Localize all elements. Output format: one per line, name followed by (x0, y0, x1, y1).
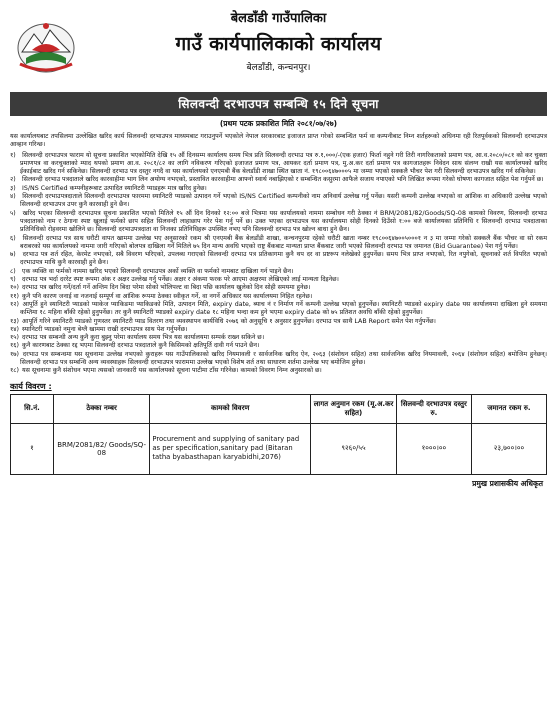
cell-fee: १०००।०० (396, 423, 471, 474)
condition-text: आपूर्ति हुने स्यानिटरी प्याडको प्याकेज प्याकिङमा प्याकिङको मिति, उत्पादन मिति, expiry date, ब्याच नं र निर्माण गर्ने कम्पनी उल्लेख भएको हुनुपर्नेछ। स्यानिटरी प्याडको expiry date यस कार्यालयमा दाखिला हुने समयमा कम्तिमा १८ महिना बाँकी रहेको हुनुपर्नेछ। तर कुनै स्यानिटरी प्याडको expiry date १८ महिना भन्दा कम हुने भएमा expiry date को ७५ प्रतिशत अवधि बाँकी रहेको हुनुपर्नेछ। (20, 300, 547, 317)
condition-text: सिलवन्दी दरभाउपत्रदाताले सिलवन्दी दरभाउपत्र फारममा स्यानिटरी प्याडको उत्पादन गर्ने भएको IS/NS Certified कम्पनीको नाम अनिवार्य उल्लेख गर्नु पर्नेछ। यसरी कम्पनी उल्लेख नभएको वा आंशिक वा अधिकारी उल्लेख भएको सिलवन्दी दरभाउपत्र उपर कुनै कारवाही हुने छैन। (20, 193, 547, 209)
cell-contract-no: BRM/2081/82/ Goods/SQ-08 (53, 423, 149, 474)
condition-number: १४) (10, 325, 20, 333)
condition-number: ७) (10, 251, 16, 259)
condition-number: १) (10, 151, 16, 159)
cell-guarantee: २३,७००।०० (471, 423, 546, 474)
condition-number: ११) (10, 292, 20, 300)
condition-text: कुनै कारणबाट ठेक्का रद्द भएमा सिलवन्दी दरभाउ पत्रदाताले कुनै किसिमको क्षतिपूर्ति दावी गर्न पाउने छैन। (22, 342, 260, 350)
condition-number: ५) (10, 209, 16, 217)
condition-text: कुनै पनि कारण जनाई वा नजनाई सम्पूर्ण वा आंशिक रूपमा ठेक्का स्वीकृत गर्ने, वा नगर्ने अधिकार यस कार्यालयमा निहित रहनेछ। (22, 292, 313, 300)
office-address: बेलडाँडी, कन्चनपुर। (246, 63, 311, 73)
header-description: कामको विवरण (150, 394, 311, 423)
cell-sn: १ (11, 423, 54, 474)
condition-text: दरभाउ पत्र शर्त रहित, केरमेट नभएको, सबै विवरण भरिएको, उपलब्ध गराएको सिलवन्दी दरभाउ पत्र प्रतिकागमा कुनै थप दर वा प्रष्टरूप नलेखेको हुनुपर्नेछ। समय भित्र प्राप्त नभएको, रित नपुगेको, सूचनाको शर्त विपरित भएको दरभाउपत्र माथि कुनै कारवाही हुने छैन। (20, 251, 547, 267)
condition-text: दरभाउ पत्र सम्बन्धमा यस सूचनामा उल्लेख नभएको कुराहरू यस गाउँपालिकाको खरिद नियमावली र सार्वजनिक खरिद ऐन, २०६३ (संशोधन सहित) तथा सार्वजनिक खरिद नियमावली, २०६४ (संशोधन सहित) बमोजिम हुनेछन्। सिलवन्दी दरभाउ पत्र सम्बन्धि अन्य व्यवस्थाहरू सिलवन्दी दरभाउपत्र फाराममा उल्लेख भएको विशेष शर्त तथा साधारण शर्तमा उल्लेख भए बमोजिम हुनेछ। (20, 350, 547, 367)
condition-item (10, 351, 547, 368)
condition-number: २) (10, 176, 16, 184)
condition-text: दरभाउ पत्र भर्दा दररेट स्पष्ट रूपमा अंक र अक्षर उल्लेख गर्नु पर्नेछ। अक्षर र अंकमा फरक परे आएमा अक्षरमा लेखिएको लाई मान्यता दिइनेछ। (22, 276, 339, 284)
signoff: प्रमुख प्रशासकीय अधिकृत (472, 478, 543, 488)
condition-text: आपूर्ति गरिने स्यानिटरी प्याडको गुणस्तर स्यानिटरी प्याड वितरण तथा व्यवस्थापन कार्यविधि २०७६ को अनुसूचि १ अनुसार हुनुपर्नेछ। दरभाउ पत्र साथै LAB Report समेत पेश गर्नुपर्नेछ। (22, 317, 436, 325)
condition-item (10, 210, 547, 235)
condition-number: ४) (10, 193, 16, 201)
condition-item (10, 176, 547, 184)
condition-item (10, 235, 547, 252)
condition-item (10, 185, 547, 193)
condition-item (10, 318, 547, 326)
condition-item (10, 193, 547, 210)
condition-number: १०) (10, 284, 20, 292)
condition-text: दरभाउ पत्र खरिद गर्ने/दर्ता गर्ने अन्तिम दिन बिदा परेमा सोको भोलिपल्ट वा बिदा पछि कार्यालय खुलेको दिन सोही समयमा हुनेछ। (22, 284, 311, 292)
works-header-row (11, 394, 547, 423)
works-table (10, 394, 547, 475)
condition-number: ६) (10, 234, 16, 242)
condition-number: ३) (10, 184, 16, 192)
condition-item (10, 293, 547, 301)
condition-number: १५) (10, 334, 20, 342)
condition-text: खरिद भएका सिलवन्दी दरभाउपत्र सूचना प्रकाशित भएको मितिले १५ औं दिन दिनको १२:०० बजे भित्रमा यस कार्यालयको नाममा सम्बोधन गरी ठेक्का नं BRM/2081/82/Goods/SQ-08 कामको विवरण, सिलवन्दी दरभाउ पत्रदाताको नाम र ठेगाना स्पष्ट खुलाई फर्मको छाप सहित सिलवन्दी लाहाछाप गरेर पेश गर्नु पर्ने छ। उक्त भएका दरभाउपत्र यस कार्यालयमा सोही दिनको दिउँसो १:०० बजे कार्यालयका प्रतिनिधि र सिलवन्दी दरभाउ पत्रदाताका प्रतिनिधिको रोहवरमा खोलिने छ। सिलवन्दी दरभाउपत्रदाता वा निजका प्रतिनिधिहरू उपस्थित नभए पनि सिलवन्दी दरभाउ पत्र खोल्न बाधा हुने छैन। (20, 209, 547, 234)
table-row (11, 423, 547, 474)
cell-cost-estimate: ९२६०/५५ (311, 423, 397, 474)
condition-item (10, 301, 547, 318)
condition-text: एक व्यक्ति वा फर्मको नाममा खरिद भएको सिलवन्दी दरभाउपत्र अर्को व्यक्ति वा फर्मको नामबाट दाखिला गर्न पाइने छैन। (22, 267, 294, 275)
publication-date: (प्रथम पटक प्रकाशित मिति २०८१/०७/२७) (219, 119, 338, 128)
condition-item (10, 251, 547, 268)
condition-item (10, 152, 547, 177)
letterhead (10, 8, 547, 90)
condition-item (10, 326, 547, 334)
header-guarantee: जमानत रकम रु. (471, 394, 546, 423)
condition-text: दरभाउ पत्र सम्बन्धी अन्य कुनै कुरा बुझ्नु परेमा कार्यालय समय भित्र यस कार्यालयमा सम्पर्क राख्न सकिने छ। (22, 334, 265, 342)
condition-number: १३) (10, 317, 20, 325)
notice-title: सिलवन्दी दरभाउपत्र सम्बन्धि १५ दिने सूचना (10, 92, 547, 116)
condition-number: ८) (10, 267, 16, 275)
condition-number: ९) (10, 276, 16, 284)
condition-item (10, 268, 547, 276)
office-name: गाउँ कार्यपालिकाको कार्यालय (175, 33, 382, 55)
condition-item (10, 367, 547, 375)
condition-number: १६) (10, 342, 20, 350)
condition-text: सिलवन्दी दरभाउपत्र फाराम यो सूचना प्रकाशित भएकोमिति देखि १५ औं दिनसम्म कार्यालय समय भित्र प्रति सिलवन्दी दरभाउ पत्र रु.१,०००/-(एक हजार) फिर्ता नहुने गरी तिरी नागरिकताको प्रमाण पत्र, आ.व.२०८०/०८१ को कर चुक्ता प्रमाणपत्र वा करचुक्ताको म्याद थपको प्रमाण आ.व. २०८१/८२ का लागि नविकरण गरिएको इजाजत प्रमाण पत्र, आयकर दर्ता प्रमाण पत्र, मु.अ.कर दर्ता प्रमाण पत्र कागजातहरू निवेदन साथ संलग्न राखी यस कार्यालयको खरिद ईकाईबाट खरिद गर्न सकिनेछ। सिलवन्दी दरभाउ पत्र दस्तुर नगदै वा यस कार्यालयको एनएमबी बैंक बेलडाँडी शाखा स्थित खाता नं. १९८००६४७०००५ मा जम्मा भएको सक्कलै भौचर पेश गरी सिलवन्दी दरभाउपत्र खरिद गर्न सकिनेछ। (20, 151, 547, 176)
header-sn: सि.नं. (11, 394, 54, 423)
nepal-emblem-icon (14, 18, 78, 76)
cell-description: Procurement and supplying of sanitary pad as per specification,sanitary pad (Bitaran tatha byabasthapan karyabidhi,2076) (150, 423, 311, 474)
condition-text: सिलवन्दी दरभाउ पत्रदाताले खरिद कारवाहीमा भाग लिन अयोग्य नभएको, प्रस्तावित कारवाहीमा आफ्नो स्वार्थ नबाझिएको र सम्बन्धित कसुरमा आफैले सजाय नपाएको भनि लिखित रूपमा गरेको घोषणा कागजात सहित पेश गर्नुपर्ने छ। (22, 176, 544, 184)
condition-text: स्यानिटरी प्याडको नमुना बेग्लै खाममा राखी दरभाउपत्र साथ पेश गर्नुपर्नेछ। (22, 325, 188, 333)
works-title: कार्य विवरण : (10, 381, 52, 391)
header-fee: सिलवन्दी दरभाउपत्र दस्तुर रु. (396, 394, 471, 423)
intro-paragraph: यस कार्यालयबाट तपसिलमा उल्लेखित खरिद कार्य सिलवन्दी दरभाउपत्र माध्यमबाट गराउनुपर्ने भएकोले नेपाल सरकारबाट इजाजत प्राप्त गरेको सम्बन्धित फर्म वा कम्पनीबाट निम्न शर्तहरूको अधिनमा रही रितपूर्वकको सिलवन्दी दरभाउपत्र आव्हान गरिन्छ। (10, 133, 547, 149)
condition-text: IS/NS Certified कम्पनीहरूबाट उत्पादित स्यानिटरी प्याडहरू मात्र खरिद हुनेछ। (22, 184, 207, 192)
condition-number: १७) (10, 350, 20, 358)
header-contract-no: ठेक्का नम्बर (53, 394, 149, 423)
condition-item (10, 342, 547, 350)
condition-number: १८) (10, 367, 20, 375)
header-cost-estimate: लागत अनुमान रकम (मू.अ.कर सहित) (311, 394, 397, 423)
conditions-list (10, 152, 547, 376)
condition-text: यस सूचनामा कुनै संशोधन भएमा त्यसको जानकारी यस कार्यालयको सूचना पाटीमा टाँस गरिनेछ। कामको विवरण निम्न अनुसारको छ। (22, 367, 322, 375)
condition-number: १२) (10, 300, 20, 308)
condition-text: सिलवन्दी दरभाउ पत्र साथ धरौटी वापत खाममा उल्लेख भए अनुसारको रकम श्री एनएमबी बैंक बेलडाँडी शाखा, कन्चनपुरमा रहेको धरौटी खाता नम्बर १९८००६४७००५०००१ न ३ मा जम्मा गरेको सक्कलै बैंक भौचर वा सो रकम बराबरको यस कार्यालयको नाममा जारी गरिएको बोलपत्र दाखिला गर्ने मितिले ७५ दिन मान्य अवधि भएको राष्ट्र बैंकबाट मान्यता प्राप्त बैंकबाट जारी भएको सिलवन्दी दरभाउ पत्र जमानत (Bid Guarantee) पेश गर्नु पर्नेछ। (20, 234, 547, 250)
municipality-name: बेलडाँडी गाउँपालिका (230, 11, 327, 26)
condition-item (10, 284, 547, 292)
